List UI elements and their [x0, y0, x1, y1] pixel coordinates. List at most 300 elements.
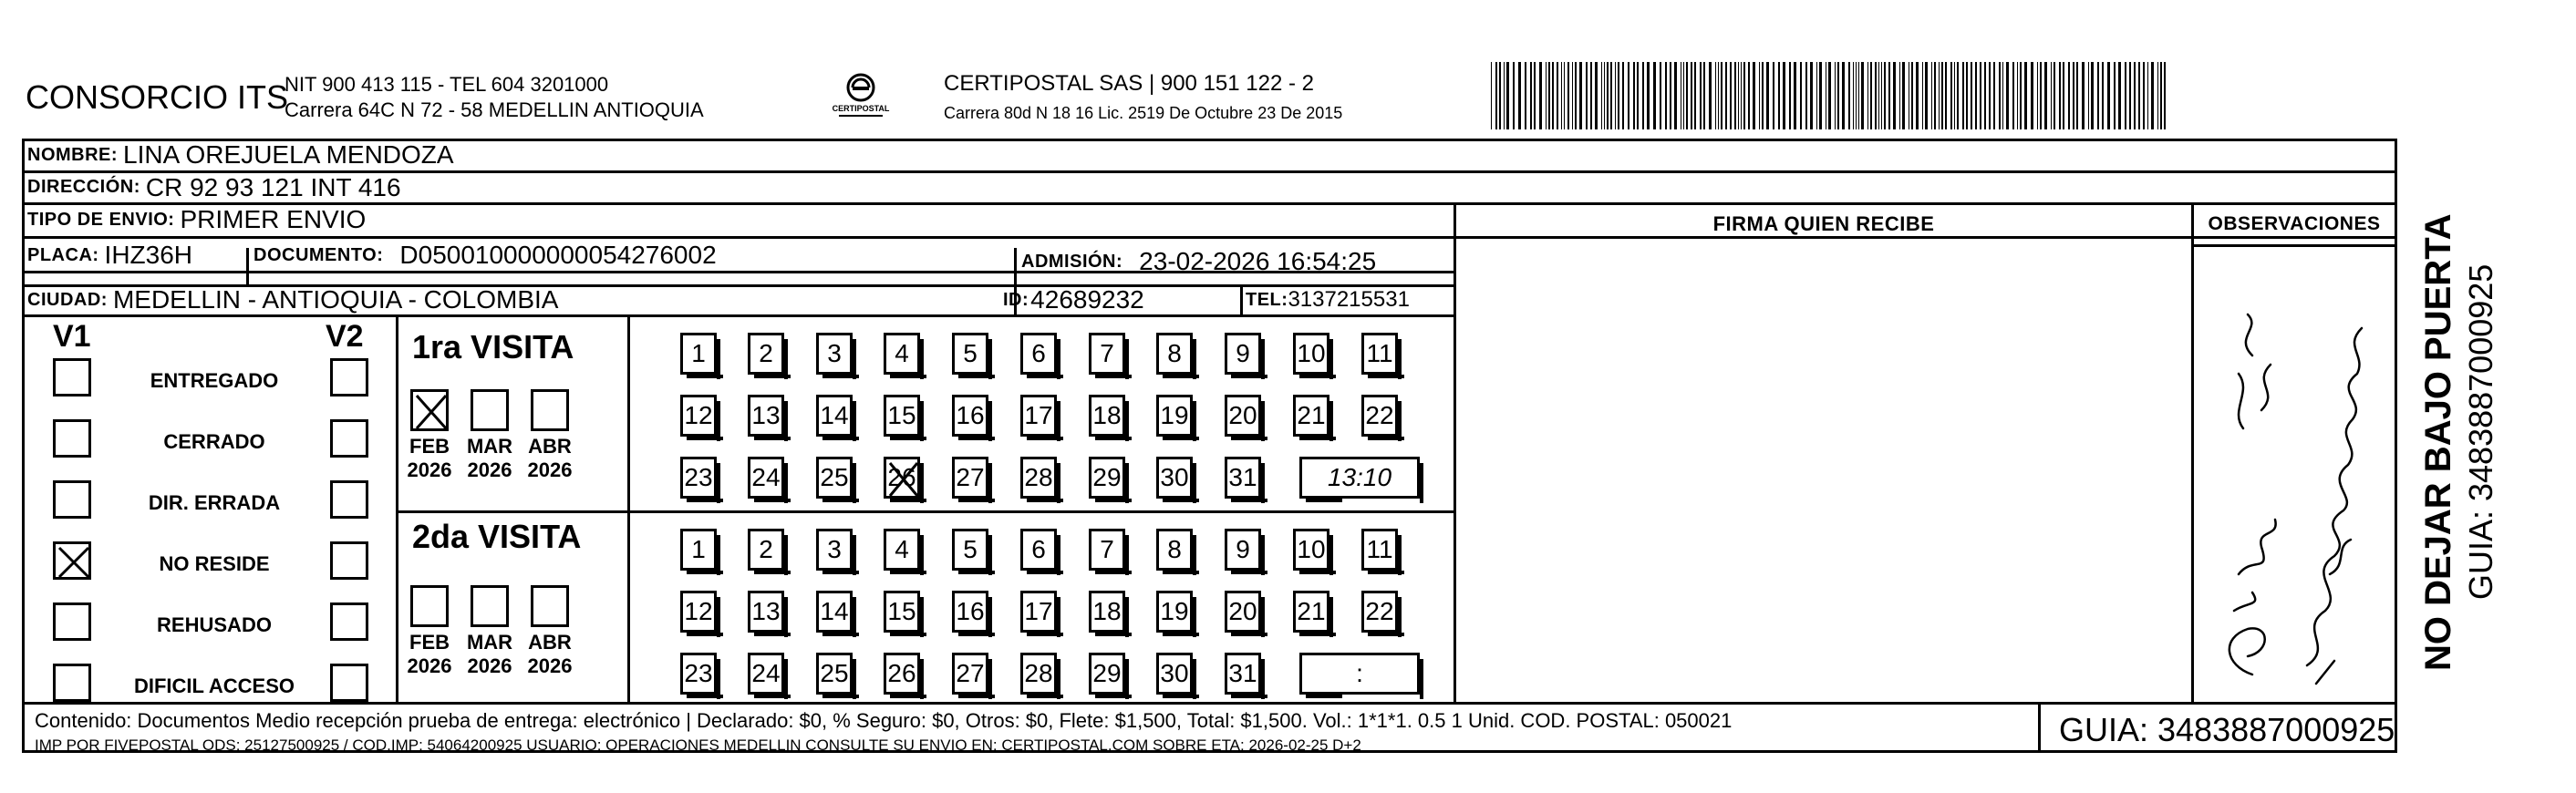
partner-name: CERTIPOSTAL SAS | 900 151 122 - 2	[944, 71, 1314, 96]
day-number: 20	[1228, 597, 1257, 625]
barcode-bar	[1590, 62, 1592, 129]
month-name: ABR	[528, 631, 572, 654]
barcode-bar	[1941, 62, 1942, 129]
month-name: MAR	[466, 631, 513, 654]
barcode-bar	[1548, 62, 1549, 129]
visit-2-day-box[interactable]	[884, 653, 920, 695]
visit-2-day-box[interactable]	[1020, 591, 1057, 633]
barcode-bar	[1725, 62, 1727, 129]
barcode-bar	[1888, 62, 1890, 129]
barcode-bar	[1637, 62, 1640, 129]
barcode-bar	[1491, 62, 1492, 129]
visit-2-day-box[interactable]	[748, 591, 784, 633]
month-name: FEB	[409, 631, 450, 654]
barcode-bar	[1753, 62, 1755, 129]
visit-1-day-box[interactable]	[1089, 333, 1125, 375]
barcode-bar	[2164, 62, 2167, 129]
documento-row	[253, 239, 717, 272]
day-number: 18	[1092, 597, 1122, 625]
barcode-bar	[1610, 62, 1612, 129]
visit-1-month-checkbox[interactable]	[531, 389, 569, 431]
month-year: 2026	[467, 654, 512, 677]
visit-2-day-box[interactable]	[1089, 653, 1125, 695]
visit-1-day-box[interactable]	[1361, 395, 1398, 437]
day-number: 13	[751, 597, 781, 625]
visit-2-day-box[interactable]	[952, 591, 988, 633]
barcode-bar	[1773, 62, 1775, 129]
v1-checkbox[interactable]	[53, 358, 91, 396]
barcode-bar	[1853, 62, 1854, 129]
day-number: 27	[956, 659, 985, 687]
day-number: 23	[684, 463, 713, 491]
barcode-bar	[1794, 62, 1796, 129]
visit-2-day-box[interactable]	[748, 653, 784, 695]
barcode-bar	[1718, 62, 1719, 129]
day-number: 31	[1228, 463, 1257, 491]
barcode-bar	[1622, 62, 1624, 129]
visit-2-day-box[interactable]	[816, 653, 853, 695]
ciudad-value: MEDELLIN - ANTIOQUIA - COLOMBIA	[112, 285, 559, 314]
v1-checkbox[interactable]	[53, 602, 91, 641]
barcode-bar	[1810, 62, 1813, 129]
placa-value: IHZ36H	[104, 241, 193, 269]
barcode-bar	[1504, 62, 1505, 129]
day-number: 30	[1160, 463, 1189, 491]
month-year: 2026	[527, 654, 573, 677]
visit-2-day-box[interactable]	[1225, 653, 1261, 695]
day-number: 2	[759, 535, 773, 563]
visit-1-day-box[interactable]	[1020, 457, 1057, 499]
visit-1-month-checkbox[interactable]	[410, 389, 449, 431]
visit-2-day-box[interactable]	[1225, 591, 1261, 633]
day-number: 8	[1167, 535, 1182, 563]
barcode-bar	[1899, 62, 1900, 129]
barcode-bar	[1618, 62, 1619, 129]
barcode-bar	[1989, 62, 1991, 129]
day-number: 6	[1031, 535, 1046, 563]
visit-2-day-box[interactable]	[1020, 653, 1057, 695]
barcode-bar	[1607, 62, 1608, 129]
barcode-bar	[1911, 62, 1913, 129]
visit-1-day-box[interactable]	[680, 457, 717, 499]
barcode-bar	[2147, 62, 2149, 129]
day-number: 12	[684, 597, 713, 625]
visit-1-day-box[interactable]	[1156, 457, 1193, 499]
barcode-bar	[2006, 62, 2009, 129]
barcode-bar	[1653, 62, 1656, 129]
barcode-bar	[2134, 62, 2136, 129]
barcode-bar	[1962, 62, 1963, 129]
barcode-bar	[1984, 62, 1986, 129]
placa-row	[27, 239, 192, 272]
visit-2-day-box[interactable]	[1225, 529, 1261, 571]
barcode-bar	[1800, 62, 1803, 129]
barcode-bar	[2063, 62, 2065, 129]
visit-2-day-box[interactable]	[748, 529, 784, 571]
footer-content: Contenido: Documentos Medio recepción prueba de entrega: electrónico | Declarado: $0, % Seguro: $0, Otros: $0, Flete: $1,500, Total: $1,500. Vol.: 1*1*1. 0.5 1 Unid. COD. POSTAL: 050021	[35, 709, 1733, 732]
day-number: 4	[895, 535, 909, 563]
barcode-bar	[1980, 62, 1981, 129]
barcode-bar	[1861, 62, 1864, 129]
day-number: 10	[1297, 339, 1326, 367]
day-number: 11	[1366, 339, 1393, 367]
visit-1-time-box[interactable]	[1299, 457, 1420, 499]
barcode-bar	[2151, 62, 2154, 129]
barcode-bar	[1993, 62, 1996, 129]
month-name: FEB	[409, 435, 450, 458]
visit-1-day-box[interactable]	[680, 333, 717, 375]
visit-2-month-checkbox[interactable]	[531, 585, 569, 627]
barcode-bar	[1683, 62, 1684, 129]
visit-1-day-box[interactable]	[1089, 457, 1125, 499]
visit-1-day-box[interactable]	[952, 333, 988, 375]
day-number: 14	[820, 597, 849, 625]
day-number: 18	[1092, 401, 1122, 429]
admision-label: ADMISIÓN:	[1021, 251, 1123, 272]
tel-value: 3137215531	[1288, 287, 1410, 312]
visit-2-day-box[interactable]	[1089, 529, 1125, 571]
visit-1-day-box[interactable]	[1089, 395, 1125, 437]
day-number: 16	[956, 401, 985, 429]
barcode-bar	[1789, 62, 1791, 129]
day-number: 20	[1228, 401, 1257, 429]
day-number: 19	[1160, 597, 1189, 625]
barcode-bar	[2088, 62, 2089, 129]
v2-checkbox[interactable]	[330, 602, 368, 641]
barcode-bar	[2040, 62, 2042, 129]
barcode-bar	[1925, 62, 1928, 129]
barcode-bar	[1628, 62, 1630, 129]
day-number: 16	[956, 597, 985, 625]
barcode-bar	[2118, 62, 2121, 129]
v2-checkbox[interactable]	[330, 664, 368, 702]
v2-label: V2	[326, 319, 364, 354]
visit-1-title: 1ra VISITA	[412, 328, 574, 366]
visit-2-day-box[interactable]	[1156, 591, 1193, 633]
barcode-bar	[1601, 62, 1602, 129]
visit-1-day-box[interactable]	[1293, 395, 1329, 437]
month-name: MAR	[466, 435, 513, 458]
barcode-bar	[1642, 62, 1644, 129]
visit-2-time-box[interactable]	[1299, 653, 1420, 695]
barcode-bar	[2076, 62, 2079, 129]
visit-2-day-box[interactable]	[1293, 529, 1329, 571]
barcode-bar	[2138, 62, 2140, 129]
barcode-bar	[2020, 62, 2022, 129]
documento-value: D050010000000054276002	[399, 241, 717, 269]
v2-checkbox[interactable]	[330, 419, 368, 458]
day-number: 4	[895, 339, 909, 367]
visit-1-day-box[interactable]	[1156, 333, 1193, 375]
nombre-value: LINA OREJUELA MENDOZA	[123, 140, 454, 169]
barcode-bar	[1867, 62, 1868, 129]
barcode-bar	[1828, 62, 1831, 129]
visit-1-day-box[interactable]	[884, 333, 920, 375]
barcode-bar	[2012, 62, 2014, 129]
barcode-bar	[1934, 62, 1936, 129]
certipostal-logo	[825, 71, 896, 118]
visit-1-day-box[interactable]	[1293, 333, 1329, 375]
visit-1-day-box[interactable]	[884, 395, 920, 437]
visit-1-day-box[interactable]	[1225, 395, 1261, 437]
barcode-bar	[1878, 62, 1879, 129]
visit-2-day-box[interactable]	[816, 529, 853, 571]
barcode-bar	[1721, 62, 1723, 129]
barcode-bar	[1534, 62, 1536, 129]
barcode-bar	[1778, 62, 1780, 129]
day-number: 8	[1167, 339, 1182, 367]
barcode-bar	[1966, 62, 1968, 129]
v1-checkbox[interactable]	[53, 664, 91, 702]
barcode-bar	[1513, 62, 1516, 129]
day-number: 23	[684, 659, 713, 687]
footer-guia: GUIA: 3483887000925	[2059, 711, 2395, 748]
visit-2-title: 2da VISITA	[412, 518, 582, 555]
barcode-bar	[1525, 62, 1527, 129]
day-number: 31	[1228, 659, 1257, 687]
firma-header: FIRMA QUIEN RECIBE	[1712, 211, 1935, 235]
day-number: 10	[1297, 535, 1326, 563]
day-number: 29	[1092, 659, 1122, 687]
barcode-bar	[1954, 62, 1955, 129]
v2-checkbox[interactable]	[330, 541, 368, 580]
day-number: 3	[827, 535, 842, 563]
barcode-bar	[1715, 62, 1716, 129]
barcode-bar	[2017, 62, 2018, 129]
barcode	[1491, 62, 2170, 129]
visit-1-day-box[interactable]	[1225, 457, 1261, 499]
visit-1-day-box[interactable]	[748, 333, 784, 375]
day-number: 26	[887, 659, 916, 687]
visit-1-day-box[interactable]	[952, 457, 988, 499]
admision-value: 23-02-2026 16:54:25	[1139, 247, 1377, 275]
status-label: DIFICIL ACCESO	[133, 675, 295, 697]
month-year: 2026	[407, 654, 452, 677]
visit-1-day-box[interactable]	[1361, 333, 1398, 375]
barcode-bar	[1950, 62, 1951, 129]
barcode-bar	[1670, 62, 1671, 129]
v1-checkbox[interactable]	[53, 541, 91, 580]
visit-2-day-box[interactable]	[1089, 591, 1125, 633]
ciudad-label: CIUDAD:	[27, 289, 108, 310]
barcode-bar	[1783, 62, 1785, 129]
barcode-bar	[2114, 62, 2116, 129]
barcode-bar	[2129, 62, 2131, 129]
side-guia: GUIA: 3483887000925	[2462, 263, 2499, 600]
barcode-bar	[1546, 62, 1547, 129]
day-number: 1	[691, 535, 706, 563]
month-year: 2026	[527, 458, 573, 481]
day-number: 17	[1024, 401, 1053, 429]
visit-1-day-box[interactable]	[748, 395, 784, 437]
v1-checkbox[interactable]	[53, 480, 91, 519]
day-number: 15	[887, 401, 916, 429]
barcode-bar	[1709, 62, 1712, 129]
v1-checkbox[interactable]	[53, 419, 91, 458]
visit-2-day-box[interactable]	[952, 653, 988, 695]
barcode-bar	[1916, 62, 1919, 129]
tel-row	[1246, 284, 1410, 315]
barcode-bar	[1816, 62, 1817, 129]
direccion-row	[27, 171, 401, 203]
day-number: 9	[1236, 339, 1250, 367]
barcode-bar	[1819, 62, 1822, 129]
barcode-bar	[1999, 62, 2000, 129]
barcode-bar	[1694, 62, 1697, 129]
visit-1-day-box[interactable]	[748, 457, 784, 499]
barcode-bar	[1633, 62, 1634, 129]
barcode-bar	[1762, 62, 1764, 129]
day-number: 9	[1236, 535, 1250, 563]
day-number: 24	[751, 463, 781, 491]
day-number: 21	[1297, 401, 1326, 429]
visit-2-day-box[interactable]	[816, 591, 853, 633]
barcode-bar	[1945, 62, 1948, 129]
visit-2-month-checkbox[interactable]	[410, 585, 449, 627]
partner-address: Carrera 80d N 18 16 Lic. 2519 De Octubre 23 De 2015	[944, 104, 1343, 122]
barcode-bar	[1805, 62, 1807, 129]
visit-2-day-box[interactable]	[680, 591, 717, 633]
day-number: 1	[691, 339, 706, 367]
visit-2-day-box[interactable]	[1020, 529, 1057, 571]
visit-2-day-box[interactable]	[1156, 529, 1193, 571]
visit-1-day-box[interactable]	[1020, 395, 1057, 437]
visit-time: :	[1356, 659, 1363, 687]
barcode-bar	[1539, 62, 1542, 129]
barcode-bar	[2024, 62, 2027, 129]
v2-checkbox[interactable]	[330, 358, 368, 396]
tipo-row	[27, 203, 366, 236]
day-number: 7	[1100, 339, 1114, 367]
visit-2-day-box[interactable]	[1361, 529, 1398, 571]
barcode-bar	[2068, 62, 2070, 129]
barcode-bar	[1557, 62, 1558, 129]
barcode-bar	[1495, 62, 1496, 129]
barcode-bar	[1686, 62, 1688, 129]
day-number: 25	[820, 463, 849, 491]
tipo-value: PRIMER ENVIO	[180, 205, 367, 233]
visit-2-day-box[interactable]	[680, 529, 717, 571]
visit-2-day-box[interactable]	[1156, 653, 1193, 695]
day-number: 28	[1024, 463, 1053, 491]
day-number: 22	[1365, 597, 1394, 625]
month-year: 2026	[467, 458, 512, 481]
day-number: 12	[684, 401, 713, 429]
handwritten-observation	[2198, 301, 2389, 693]
day-number: 25	[820, 659, 849, 687]
day-number: 13	[751, 401, 781, 429]
visit-2-day-box[interactable]	[952, 529, 988, 571]
visit-1-day-box[interactable]	[1020, 333, 1057, 375]
day-number: 27	[956, 463, 985, 491]
visit-2-day-box[interactable]	[1361, 591, 1398, 633]
day-number: 29	[1092, 463, 1122, 491]
barcode-bar	[1506, 62, 1509, 129]
visit-2-month-checkbox[interactable]	[471, 585, 509, 627]
visit-1-day-box[interactable]	[952, 395, 988, 437]
barcode-bar	[2051, 62, 2052, 129]
day-number: 5	[963, 339, 978, 367]
visit-1-day-box[interactable]	[816, 395, 853, 437]
day-number: 28	[1024, 659, 1053, 687]
visit-2-day-box[interactable]	[884, 591, 920, 633]
barcode-bar	[1741, 62, 1742, 129]
day-number: 21	[1297, 597, 1326, 625]
tel-label: TEL:	[1246, 289, 1288, 310]
barcode-bar	[2102, 62, 2105, 129]
day-number: 19	[1160, 401, 1189, 429]
barcode-bar	[1665, 62, 1667, 129]
barcode-bar	[2091, 62, 2094, 129]
barcode-bar	[2059, 62, 2060, 129]
day-number: 22	[1365, 401, 1394, 429]
barcode-bar	[1572, 62, 1573, 129]
admision-row	[1021, 239, 1376, 284]
visit-1-day-box[interactable]	[816, 457, 853, 499]
direccion-label: DIRECCIÓN:	[27, 177, 140, 197]
footer-impresion: IMP POR FIVEPOSTAL ODS: 25127500925 / COD.IMP: 54064200925 USUARIO: OPERACIONES MEDELLIN CONSULTE SU ENVIO EN: CERTIPOSTAL.COM SOBRE ETA: 2026-02-25 D+2	[35, 736, 1361, 754]
barcode-bar	[1875, 62, 1876, 129]
barcode-bar	[2002, 62, 2004, 129]
visit-2-month-label	[398, 631, 461, 678]
visit-1-day-box[interactable]	[680, 395, 717, 437]
barcode-bar	[1552, 62, 1554, 129]
barcode-bar	[1674, 62, 1677, 129]
barcode-bar	[1748, 62, 1750, 129]
visit-2-day-box[interactable]	[884, 529, 920, 571]
day-number: 24	[751, 659, 781, 687]
day-number: 11	[1366, 535, 1393, 563]
visit-time: 13:10	[1327, 463, 1392, 491]
observaciones-header: OBSERVACIONES	[2208, 212, 2381, 234]
barcode-bar	[2073, 62, 2074, 129]
nombre-row	[27, 139, 454, 171]
status-label: DIR. ERRADA	[148, 491, 281, 514]
barcode-bar	[1884, 62, 1886, 129]
tipo-label: TIPO DE ENVIO:	[27, 209, 175, 230]
company-nit: NIT 900 413 115 - TEL 604 3201000	[284, 73, 609, 96]
day-number: 17	[1024, 597, 1053, 625]
barcode-bar	[2157, 62, 2158, 129]
barcode-bar	[1660, 62, 1662, 129]
visit-2-day-box[interactable]	[680, 653, 717, 695]
documento-label: DOCUMENTO:	[253, 244, 384, 265]
barcode-bar	[1518, 62, 1521, 129]
barcode-bar	[1842, 62, 1845, 129]
day-number: 7	[1100, 535, 1114, 563]
id-label: ID:	[1003, 289, 1029, 310]
direccion-value: CR 92 93 121 INT 416	[145, 172, 401, 201]
barcode-bar	[1766, 62, 1769, 129]
barcode-bar	[1922, 62, 1923, 129]
v1-label: V1	[53, 319, 91, 354]
barcode-bar	[2044, 62, 2047, 129]
v2-checkbox[interactable]	[330, 480, 368, 519]
visit-1-day-box[interactable]	[816, 333, 853, 375]
barcode-bar	[2160, 62, 2161, 129]
visit-1-day-box[interactable]	[884, 457, 920, 499]
status-label: CERRADO	[163, 430, 265, 453]
visit-1-month-checkbox[interactable]	[471, 389, 509, 431]
visit-1-day-box[interactable]	[1156, 395, 1193, 437]
visit-1-day-box[interactable]	[1225, 333, 1261, 375]
visit-2-day-box[interactable]	[1293, 591, 1329, 633]
month-year: 2026	[407, 458, 452, 481]
barcode-bar	[1759, 62, 1760, 129]
barcode-bar	[1530, 62, 1531, 129]
barcode-bar	[2125, 62, 2126, 129]
barcode-bar	[1579, 62, 1582, 129]
